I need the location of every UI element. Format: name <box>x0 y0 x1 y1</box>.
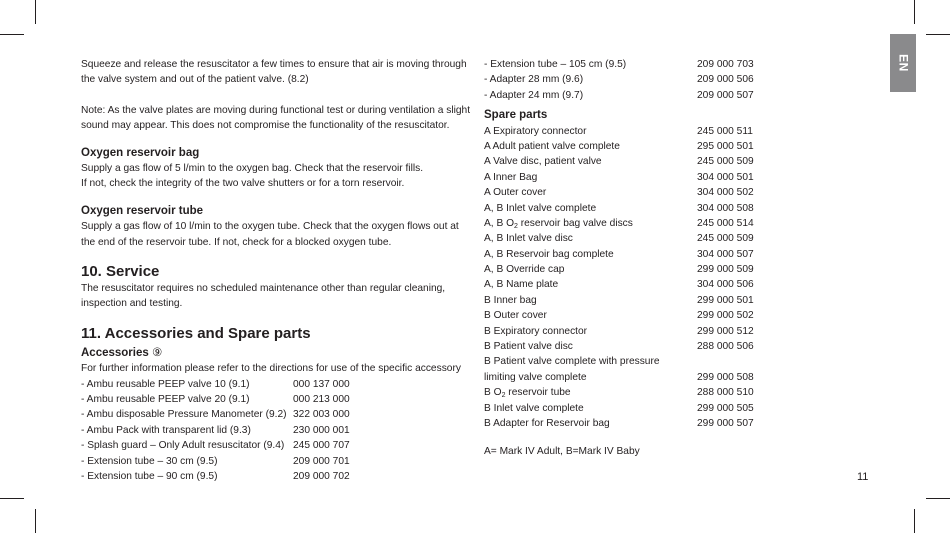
service-text: The resuscitator requires no scheduled maintenance other than regular cleaning, inspection and testing. <box>81 283 446 310</box>
item-code: 209 000 703 <box>697 59 754 70</box>
item-name-prefix: A, B O <box>484 217 515 229</box>
right-column <box>484 57 784 460</box>
item-code: 288 000 506 <box>697 341 754 353</box>
item-code: 245 000 511 <box>697 125 753 137</box>
item-name: - Extension tube – 30 cm (9.5) <box>81 455 218 467</box>
list-item <box>484 308 784 323</box>
item-code: 230 000 001 <box>293 424 350 436</box>
list-item <box>81 407 473 422</box>
item-code: 295 000 501 <box>697 140 754 152</box>
crop-mark <box>926 34 950 35</box>
figure-ref: ⑨ <box>151 346 163 359</box>
item-name: B Inlet valve complete <box>484 402 584 414</box>
list-item <box>484 385 784 400</box>
list-item <box>81 454 473 469</box>
list-item <box>484 201 784 216</box>
item-name: A Adult patient valve complete <box>484 140 620 152</box>
item-name: - Adapter 24 mm (9.7) <box>484 89 584 101</box>
item-code: 299 000 508 <box>697 371 754 383</box>
oxygen-bag-heading: Oxygen reservoir bag <box>81 146 200 159</box>
item-code: 299 000 501 <box>697 294 754 306</box>
list-item <box>484 72 784 87</box>
list-item <box>484 354 784 385</box>
item-code: 245 000 514 <box>697 217 754 229</box>
crop-mark <box>914 509 915 533</box>
list-item <box>484 57 784 72</box>
note-paragraph: Note: As the valve plates are moving during functional test or during ventilation a slight sound may appear. This does not compromise the functionality of the resuscitator. <box>81 104 471 132</box>
item-name: B Expiratory connector <box>484 325 588 337</box>
item-name: A, B Name plate <box>484 279 559 291</box>
item-code: 288 000 510 <box>697 387 754 399</box>
item-code: 000 137 000 <box>293 378 350 390</box>
list-item <box>81 423 473 438</box>
oxygen-tube-text: Supply a gas flow of 10 l/min to the oxygen tube. Check that the oxygen flows out at the end of the reservoir tube. If not, check for a blocked oxygen tube. <box>81 221 459 248</box>
list-item <box>81 377 473 392</box>
list-item <box>484 247 784 262</box>
list-item <box>484 416 784 431</box>
item-name <box>484 218 633 229</box>
item-name-suffix: reservoir tube <box>505 387 571 399</box>
item-name: - Adapter 28 mm (9.6) <box>484 74 584 86</box>
item-name: A Outer cover <box>484 187 547 199</box>
item-code: 245 000 509 <box>697 156 754 168</box>
item-code: 299 000 502 <box>697 310 754 322</box>
crop-mark <box>914 0 915 24</box>
language-tab <box>890 34 916 92</box>
list-item <box>484 262 784 277</box>
accessories-list-continued <box>484 57 784 103</box>
oxygen-bag-text-1: Supply a gas flow of 5 l/min to the oxygen bag. Check that the reservoir fills. <box>81 163 424 175</box>
oxygen-tube-heading: Oxygen reservoir tube <box>81 204 204 217</box>
crop-mark <box>926 498 950 499</box>
item-name: - Ambu Pack with transparent lid (9.3) <box>81 424 251 436</box>
accessories-heading <box>81 346 473 361</box>
item-code: 304 000 507 <box>697 248 754 260</box>
list-item <box>484 124 784 139</box>
item-code: 209 000 701 <box>293 455 350 467</box>
item-code: 304 000 508 <box>697 202 754 214</box>
item-name: A, B Override cap <box>484 264 565 276</box>
item-name: - Extension tube – 90 cm (9.5) <box>81 471 218 483</box>
item-code: 209 000 507 <box>697 89 754 101</box>
crop-mark <box>35 509 36 533</box>
left-column <box>81 57 473 484</box>
item-name: B Outer cover <box>484 310 547 322</box>
crop-mark <box>0 498 24 499</box>
item-code: 322 003 000 <box>293 409 350 421</box>
item-name: A Valve disc, patient valve <box>484 156 602 168</box>
valve-test-paragraph: Squeeze and release the resuscitator a few times to ensure that air is moving through the valve system and out of the patient valve. (8.2) <box>81 59 467 86</box>
item-name-line-2: limiting valve complete <box>484 371 587 383</box>
item-name: - Ambu disposable Pressure Manometer (9.2) <box>81 409 287 421</box>
item-name: A Expiratory connector <box>484 125 587 137</box>
item-name: - Ambu reusable PEEP valve 10 (9.1) <box>81 378 250 390</box>
item-name: A, B Inlet valve disc <box>484 233 573 245</box>
item-code: 245 000 509 <box>697 233 754 245</box>
accessories-list <box>81 377 473 485</box>
list-item <box>484 216 784 231</box>
list-item <box>484 154 784 169</box>
page-number: 11 <box>857 471 869 483</box>
item-name: - Ambu reusable PEEP valve 20 (9.1) <box>81 394 250 406</box>
item-name-suffix: reservoir bag valve discs <box>517 217 633 229</box>
list-item <box>81 469 473 484</box>
crop-mark <box>0 34 24 35</box>
language-tab-label: EN <box>896 54 911 72</box>
list-item <box>484 277 784 292</box>
item-code: 304 000 502 <box>697 187 754 199</box>
spare-parts-list <box>484 124 784 432</box>
list-item <box>484 401 784 416</box>
item-code: 000 213 000 <box>293 394 350 406</box>
list-item <box>484 139 784 154</box>
accessories-intro: For further information please refer to the directions for use of the specific accessory <box>81 363 461 375</box>
item-name <box>484 387 571 398</box>
item-code: 299 000 512 <box>697 325 754 337</box>
model-legend: A= Mark IV Adult, B=Mark IV Baby <box>484 446 640 458</box>
item-name: A, B Reservoir bag complete <box>484 248 614 260</box>
list-item <box>484 339 784 354</box>
item-code: 209 000 702 <box>293 471 350 483</box>
item-name: B Adapter for Reservoir bag <box>484 418 610 430</box>
item-name: A, B Inlet valve complete <box>484 202 597 214</box>
spare-parts-heading: Spare parts <box>484 109 548 122</box>
item-name: B Inner bag <box>484 294 537 306</box>
item-name: - Extension tube – 105 cm (9.5) <box>484 59 627 70</box>
list-item <box>484 231 784 246</box>
list-item <box>484 293 784 308</box>
item-code: 304 000 506 <box>697 279 754 291</box>
list-item <box>484 88 784 103</box>
item-code: 299 000 509 <box>697 264 754 276</box>
accessories-heading-text: Accessories <box>81 346 149 359</box>
subscript: 2 <box>514 222 518 230</box>
list-item <box>484 185 784 200</box>
item-code: 304 000 501 <box>697 171 754 183</box>
list-item <box>81 438 473 453</box>
item-code: 299 000 505 <box>697 402 754 414</box>
item-code: 245 000 707 <box>293 440 350 452</box>
item-code: 209 000 506 <box>697 74 754 86</box>
crop-mark <box>35 0 36 24</box>
oxygen-bag-text-2: If not, check the integrity of the two valve shutters or for a torn reservoir. <box>81 178 405 190</box>
accessories-section-heading: 11. Accessories and Spare parts <box>81 324 311 342</box>
list-item <box>484 170 784 185</box>
item-name: A Inner Bag <box>484 171 538 183</box>
item-name-line-1: B Patient valve complete with pressure <box>484 356 660 368</box>
item-name: - Splash guard – Only Adult resuscitator (9.4) <box>81 440 285 452</box>
item-name-prefix: B O <box>484 387 502 399</box>
service-heading: 10. Service <box>81 263 160 281</box>
subscript: 2 <box>501 392 506 400</box>
list-item <box>484 324 784 339</box>
item-code: 299 000 507 <box>697 418 754 430</box>
item-name: B Patient valve disc <box>484 341 573 353</box>
list-item <box>81 392 473 407</box>
